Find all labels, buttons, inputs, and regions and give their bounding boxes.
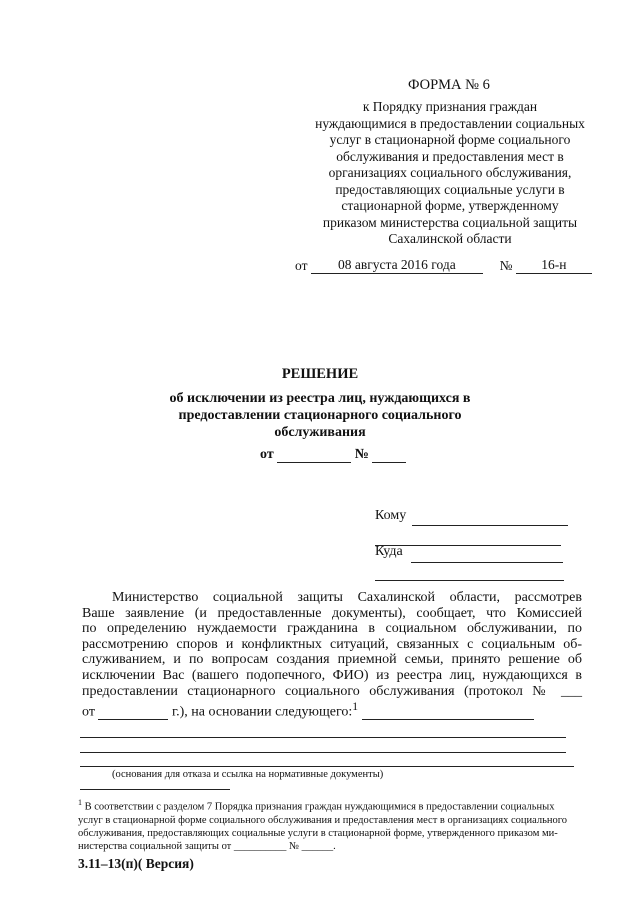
body-year-text: г.), на основании следующего:	[171, 704, 353, 720]
body-line: по определению нуждаемости гражданина в социальном обслуживании, по	[82, 621, 582, 637]
version-label: 3.11–13(п)( Версия)	[78, 856, 194, 871]
body-line: Министерство социальной защиты Сахалинской области, рассмотрев	[112, 590, 582, 605]
footnote-ref: 1	[352, 700, 359, 714]
approval-line: организациях социального обслуживания,	[328, 165, 572, 180]
body-line-last	[82, 699, 582, 720]
order-number: 16-н	[516, 257, 592, 274]
recipient-label: Кому	[375, 508, 407, 523]
address-row	[375, 544, 403, 560]
approval-line: обслуживания и предоставления мест в	[336, 148, 564, 164]
footnote-line: услуг в стационарной форме социального обслуживания и предоставления мест в организациях социального	[78, 814, 568, 826]
decision-from-label: от	[260, 447, 274, 462]
footnote-line: обслуживания, предоставляющих социальные услуги в стационарной форме, утвержденного приказом ми-	[78, 827, 558, 839]
footnote-line-text: В соответствии с разделом 7 Порядка признания граждан нуждающимися в предоставлении социальных	[84, 801, 555, 813]
approval-line: нуждающимися в предоставлении социальных	[315, 115, 585, 131]
number-label: №	[499, 258, 513, 273]
body-line: служиванием, и по вопросам создания приемной семьи, принято решение об	[82, 652, 582, 668]
form-title: ФОРМА № 6	[408, 77, 490, 93]
body-line: рассмотрению споров и конфликтных ситуаций, связанных с социальным об-	[82, 636, 582, 652]
decision-date-row	[260, 446, 406, 463]
address-blank[interactable]	[411, 562, 563, 563]
recipient-blank[interactable]	[412, 525, 568, 526]
decision-number-label: №	[354, 447, 369, 462]
decision-subtitle-line: обслуживания	[274, 425, 366, 440]
decision-number-blank[interactable]	[372, 446, 406, 463]
decision-date-blank[interactable]	[277, 446, 351, 463]
order-date: 08 августа 2016 года	[311, 257, 483, 274]
footnote-marker: 1	[78, 798, 82, 807]
body-from-label: от	[82, 704, 95, 720]
basis-line-1[interactable]	[80, 737, 566, 738]
order-date-row	[295, 257, 592, 274]
basis-note: (основания для отказа и ссылка на нормативные документы)	[112, 769, 384, 780]
decision-subtitle-line: об исключении из реестра лиц, нуждающихся в	[169, 391, 471, 406]
body-line: предоставлении стационарного социального обслуживания (протокол № ___	[82, 683, 582, 699]
footnote-separator	[80, 789, 230, 790]
body-line: исключении Вас (вашего подопечного, ФИО) из реестра лиц, нуждающихся в	[82, 667, 582, 683]
approval-line: услуг в стационарной форме социального	[329, 132, 571, 147]
approval-line: стационарной форме, утвержденному	[341, 198, 559, 213]
decision-subtitle-line: предоставлении стационарного социального	[178, 408, 462, 423]
decision-body	[82, 590, 582, 720]
footnote	[78, 796, 588, 853]
decision-subtitle	[0, 390, 640, 441]
address-label: Куда	[375, 544, 403, 559]
approval-reference	[290, 99, 610, 248]
decision-title: РЕШЕНИЕ	[281, 366, 359, 382]
basis-line-3[interactable]	[80, 766, 574, 767]
footnote-line: нистерства социальной защиты от __________ № ______.	[78, 840, 336, 852]
approval-line: Сахалинской области	[388, 231, 512, 246]
body-line: Ваше заявление (и предоставленные документы), сообщает, что Комиссией	[82, 605, 582, 621]
approval-line: приказом министерства социальной защиты	[322, 214, 578, 230]
approval-line: предоставляющих социальные услуги в	[335, 181, 565, 197]
address-blank-2[interactable]	[375, 580, 564, 581]
approval-line: к Порядку признания граждан	[362, 99, 538, 114]
basis-blank[interactable]	[362, 705, 534, 720]
protocol-date-blank[interactable]	[98, 705, 168, 720]
basis-line-2[interactable]	[80, 752, 566, 753]
date-prefix: от	[295, 258, 308, 273]
footnote-line	[78, 796, 588, 814]
recipient-row	[375, 508, 406, 524]
